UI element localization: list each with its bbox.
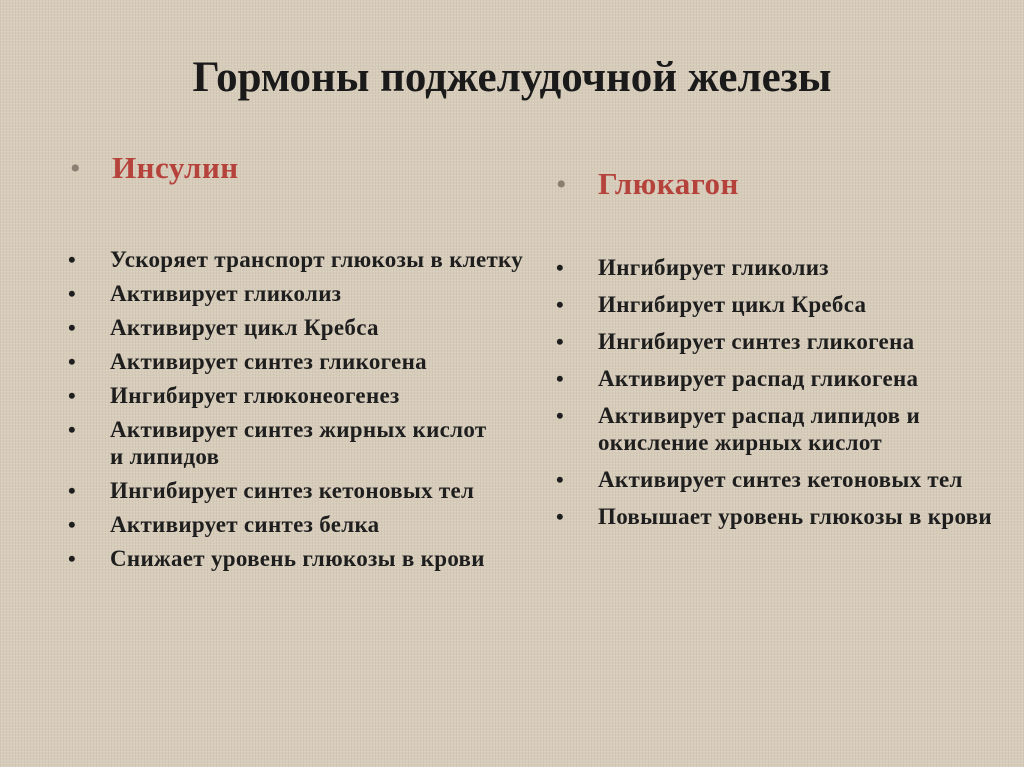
item-bullet: •	[68, 247, 77, 272]
list-item	[68, 382, 528, 409]
item-bullet: •	[68, 417, 77, 442]
list-item-text: Ингибирует цикл Кребса	[598, 292, 867, 317]
list-item	[68, 280, 528, 307]
list-item-text: Активирует цикл Кребса	[110, 315, 379, 340]
item-bullet: •	[68, 315, 77, 340]
list-item-text: Активирует распад липидов и окисление жирных кислот	[598, 403, 921, 455]
insulin-heading-row	[70, 150, 239, 186]
list-item-text: Активирует синтез гликогена	[110, 349, 427, 374]
list-item-text: Активирует синтез белка	[110, 512, 380, 537]
list-item-text: Ингибирует синтез гликогена	[598, 329, 915, 354]
item-bullet: •	[68, 478, 77, 503]
list-item-text: Снижает уровень глюкозы в крови	[110, 546, 485, 571]
item-bullet: •	[68, 349, 77, 374]
list-item	[68, 511, 528, 538]
list-item-text: Ингибирует синтез кетоновых тел	[110, 478, 475, 503]
list-item	[68, 246, 528, 273]
glucagon-heading: Глюкагон	[598, 166, 739, 201]
list-item-text: Повышает уровень глюкозы в крови	[598, 504, 992, 529]
list-item	[68, 545, 528, 572]
item-bullet: •	[556, 403, 565, 428]
list-item	[556, 328, 996, 355]
list-item	[556, 365, 996, 392]
list-item-text: Ингибирует глюконеогенез	[110, 383, 400, 408]
item-bullet: •	[68, 512, 77, 537]
heading-bullet: •	[70, 152, 81, 185]
item-bullet: •	[556, 255, 565, 280]
list-item-text: Активирует синтез жирных кислот и липидов	[110, 417, 487, 469]
glucagon-list	[556, 254, 996, 540]
item-bullet: •	[556, 366, 565, 391]
glucagon-heading-row	[556, 166, 739, 202]
item-bullet: •	[556, 504, 565, 529]
list-item-text: Активирует синтез кетоновых тел	[598, 467, 963, 492]
list-item	[68, 348, 528, 375]
list-item-text: Ингибирует гликолиз	[598, 255, 829, 280]
list-item	[556, 466, 996, 493]
item-bullet: •	[556, 329, 565, 354]
list-item	[68, 477, 528, 504]
item-bullet: •	[68, 281, 77, 306]
list-item	[556, 291, 996, 318]
item-bullet: •	[556, 467, 565, 492]
insulin-heading: Инсулин	[112, 150, 239, 185]
list-item	[556, 503, 996, 530]
list-item-text: Активирует распад гликогена	[598, 366, 919, 391]
heading-bullet: •	[556, 168, 567, 201]
list-item-text: Активирует гликолиз	[110, 281, 342, 306]
list-item	[556, 254, 996, 281]
item-bullet: •	[556, 292, 565, 317]
list-item	[556, 402, 996, 456]
insulin-list	[68, 246, 528, 579]
list-item-text: Ускоряет транспорт глюкозы в клетку	[110, 247, 524, 272]
list-item	[68, 314, 528, 341]
list-item	[68, 416, 528, 470]
item-bullet: •	[68, 383, 77, 408]
slide-title: Гормоны поджелудочной железы	[192, 54, 832, 101]
item-bullet: •	[68, 546, 77, 571]
